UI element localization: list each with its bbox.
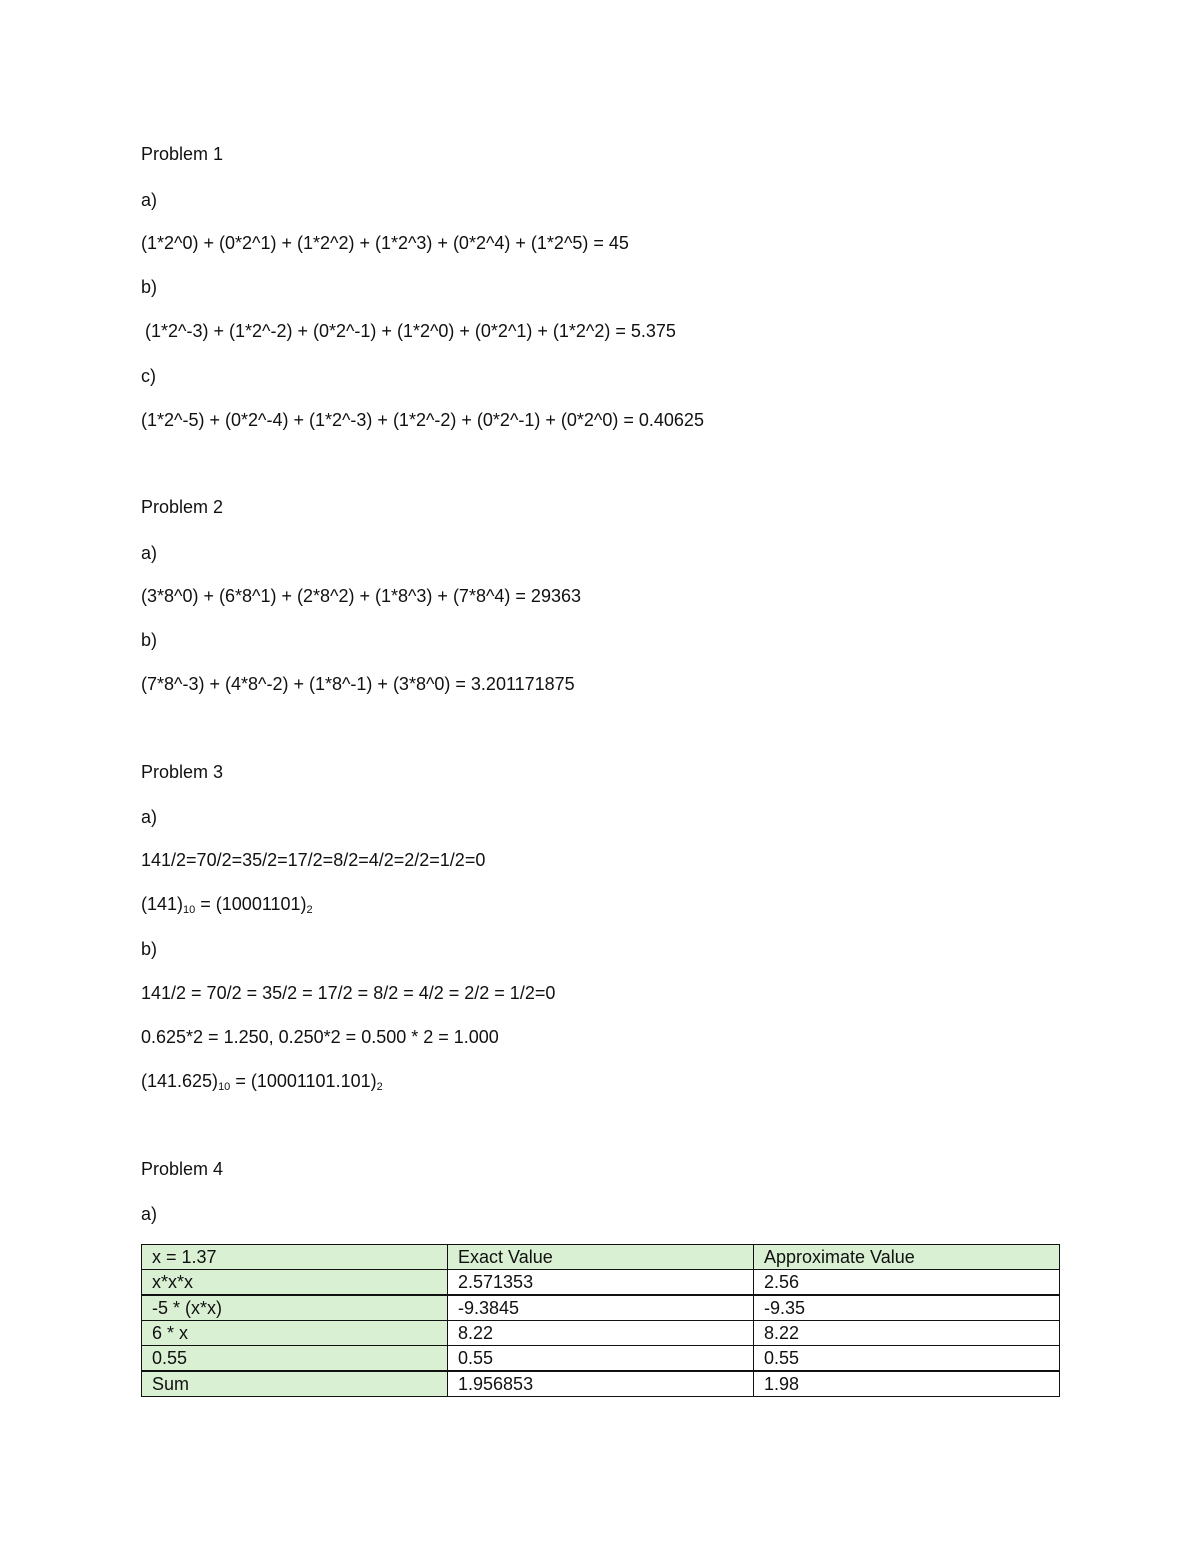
table-cell-approx: 8.22 [754, 1321, 1060, 1346]
table-header-row [142, 1245, 1060, 1270]
problem-2-title: Problem 2 [141, 497, 224, 517]
problem-2b-equation: (7*8^-3) + (4*8^-2) + (1*8^-1) + (3*8^0) = 3.201171875 [141, 674, 575, 694]
table-cell-exact: 2.571353 [448, 1270, 754, 1296]
table-cell-approx: -9.35 [754, 1295, 1060, 1321]
table-row-label: Sum [142, 1371, 448, 1397]
table-row-label: -5 * (x*x) [142, 1295, 448, 1321]
result-lhs: (141.625) [141, 1071, 219, 1091]
table-cell-exact: 1.956853 [448, 1371, 754, 1397]
table-cell-exact: -9.3845 [448, 1295, 754, 1321]
table-row-label: 0.55 [142, 1346, 448, 1372]
problem-1-title: Problem 1 [141, 144, 224, 164]
table-row [142, 1346, 1060, 1372]
table-row [142, 1371, 1060, 1397]
table-cell-exact: 8.22 [448, 1321, 754, 1346]
table-row-label: 6 * x [142, 1321, 448, 1346]
problem-3a-division-steps: 141/2=70/2=35/2=17/2=8/2=4/2=2/2=1/2=0 [141, 850, 486, 870]
problem-1b-label: b) [141, 277, 158, 297]
table-row [142, 1295, 1060, 1321]
base-subscript: 10 [218, 1081, 231, 1093]
problem-3-title: Problem 3 [141, 762, 224, 782]
table-row [142, 1321, 1060, 1346]
base-subscript: 2 [306, 904, 313, 916]
problem-3a-result [141, 893, 313, 915]
result-rhs: = (10001101.101) [230, 1071, 377, 1091]
table-cell-approx: 2.56 [754, 1270, 1060, 1296]
table-header-cell: Approximate Value [754, 1245, 1060, 1270]
base-subscript: 10 [183, 904, 196, 916]
problem-2a-label: a) [141, 543, 158, 563]
problem-3b-label: b) [141, 939, 158, 959]
problem-4a-label: a) [141, 1204, 158, 1224]
problem-1c-equation: (1*2^-5) + (0*2^-4) + (1*2^-3) + (1*2^-2) + (0*2^-1) + (0*2^0) = 0.40625 [141, 410, 704, 430]
problem-1a-equation: (1*2^0) + (0*2^1) + (1*2^2) + (1*2^3) + (0*2^4) + (1*2^5) = 45 [141, 233, 629, 253]
problem-1b-equation: (1*2^-3) + (1*2^-2) + (0*2^-1) + (1*2^0) + (0*2^1) + (1*2^2) = 5.375 [145, 321, 676, 341]
table-cell-approx: 1.98 [754, 1371, 1060, 1397]
problem-2b-label: b) [141, 630, 158, 650]
problem-1c-label: c) [141, 366, 156, 386]
table-header-cell: x = 1.37 [142, 1245, 448, 1270]
result-rhs: = (10001101) [195, 894, 307, 914]
base-subscript: 2 [376, 1081, 383, 1093]
table-row [142, 1270, 1060, 1296]
result-lhs: (141) [141, 894, 184, 914]
table-row-label: x*x*x [142, 1270, 448, 1296]
problem-4-title: Problem 4 [141, 1159, 224, 1179]
problem-3b-result [141, 1070, 383, 1092]
problem-3a-label: a) [141, 807, 158, 827]
problem-1a-label: a) [141, 190, 158, 210]
problem-3b-division-steps: 141/2 = 70/2 = 35/2 = 17/2 = 8/2 = 4/2 = 2/2 = 1/2=0 [141, 983, 556, 1003]
table-cell-approx: 0.55 [754, 1346, 1060, 1372]
table-cell-exact: 0.55 [448, 1346, 754, 1372]
problem-3b-fraction-steps: 0.625*2 = 1.250, 0.250*2 = 0.500 * 2 = 1.000 [141, 1027, 499, 1047]
problem-2a-equation: (3*8^0) + (6*8^1) + (2*8^2) + (1*8^3) + (7*8^4) = 29363 [141, 586, 581, 606]
table-header-cell: Exact Value [448, 1245, 754, 1270]
values-table [141, 1244, 1060, 1397]
